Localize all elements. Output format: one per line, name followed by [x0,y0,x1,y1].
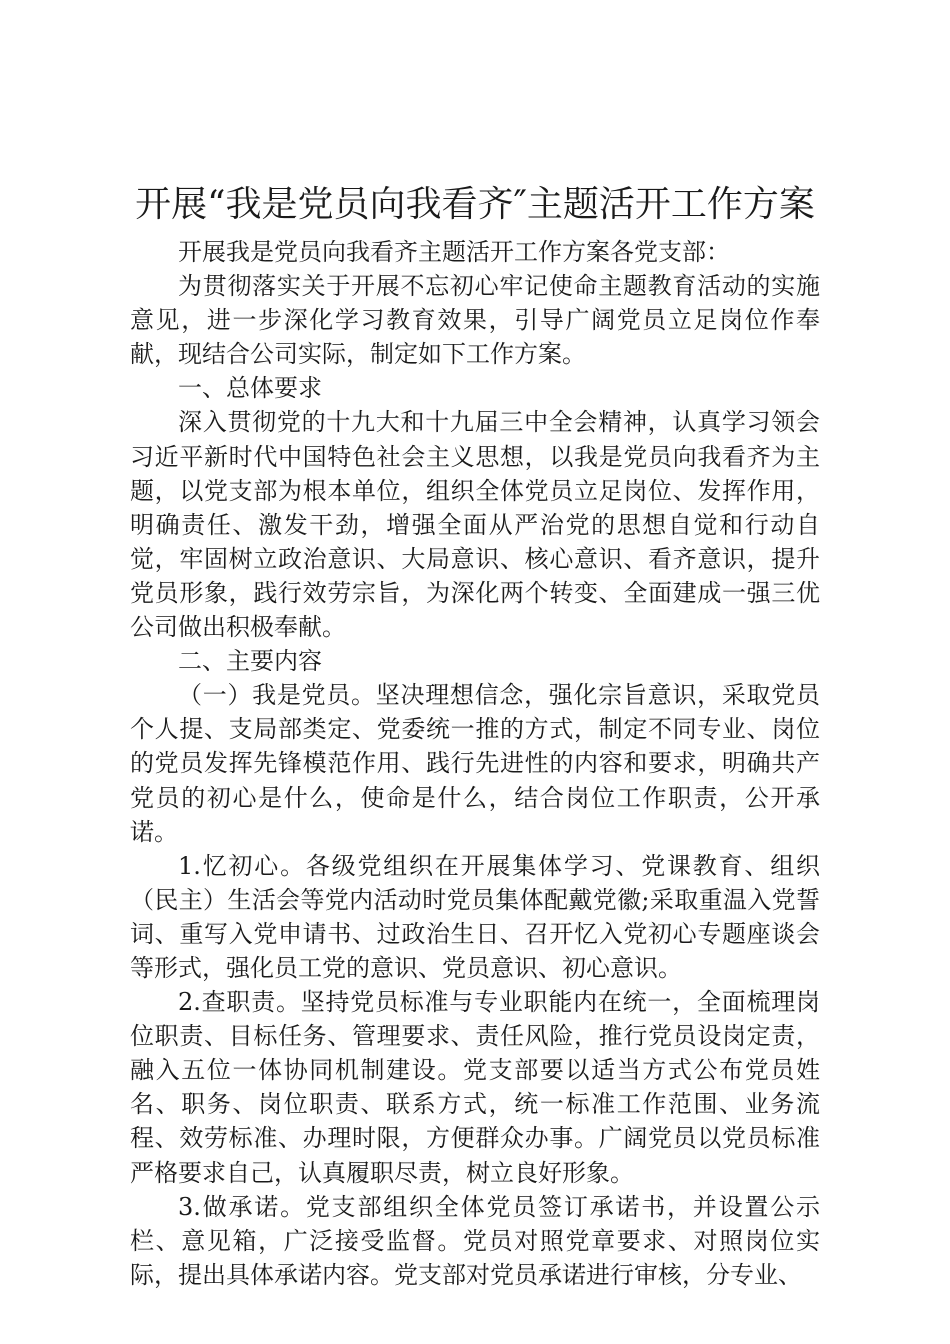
paragraph-intro: 为贯彻落实关于开展不忘初心牢记使命主题教育活动的实施意见，进一步深化学习教育效果，引导广阔党员立足岗位作奉献，现结合公司实际，制定如下工作方案。 [130,272,820,369]
paragraph-check-duties: 2.查职责。坚持党员标准与专业职能内在统一，全面梳理岗位职责、目标任务、管理要求、责任风险，推行党员设岗定责，融入五位一体协同机制建设。党支部要以适当方式公布党员姓名、职务、岗位职责、联系方式，统一标准工作范围、业务流程、效劳标准、办理时限，方便群众办事。广阔党员以党员标准严格要求自己，认真履职尽责，树立良好形象。 [130,988,820,1187]
paragraph-salutation: 开展我是党员向我看齐主题活开工作方案各党支部： [178,238,730,266]
document-body [130,235,820,1292]
paragraph-make-commitment: 3.做承诺。党支部组织全体党员签订承诺书，并设置公示栏、意见箱，广泛接受监督。党员对照党章要求、对照岗位实际，提出具体承诺内容。党支部对党员承诺进行审核，分专业、 [130,1192,820,1289]
paragraph-i-am-party-member: （一）我是党员。坚决理想信念，强化宗旨意识，采取党员个人提、支局部类定、党委统一推的方式，制定不同专业、岗位的党员发挥先锋模范作用、践行先进性的内容和要求，明确共产党员的初心是什么，使命是什么，结合岗位工作职责，公开承诺。 [130,681,820,846]
heading-main-content: 二、主要内容 [178,647,322,676]
paragraph-recall-original-aspiration: 1.忆初心。各级党组织在开展集体学习、党课教育、组织（民主）生活会等党内活动时党员集体配戴党徽;采取重温入党誓词、重写入党申请书、过政治生日、召开忆入党初心专题座谈会等形式，强化员工党的意识、党员意识、初心意识。 [130,851,820,982]
heading-general-requirements: 一、总体要求 [178,374,322,403]
paragraph-general-requirements: 深入贯彻党的十九大和十九届三中全会精神，认真学习领会习近平新时代中国特色社会主义思想，以我是党员向我看齐为主题，以党支部为根本单位，组织全体党员立足岗位、发挥作用，明确责任、激发干劲，增强全面从严治党的思想自觉和行动自觉，牢固树立政治意识、大局意识、核心意识、看齐意识，提升党员形象，践行效劳宗旨，为深化两个转变、全面建成一强三优公司做出积极奉献。 [130,408,820,642]
document-title: 开展“我是党员向我看齐″主题活开工作方案 [135,184,815,225]
